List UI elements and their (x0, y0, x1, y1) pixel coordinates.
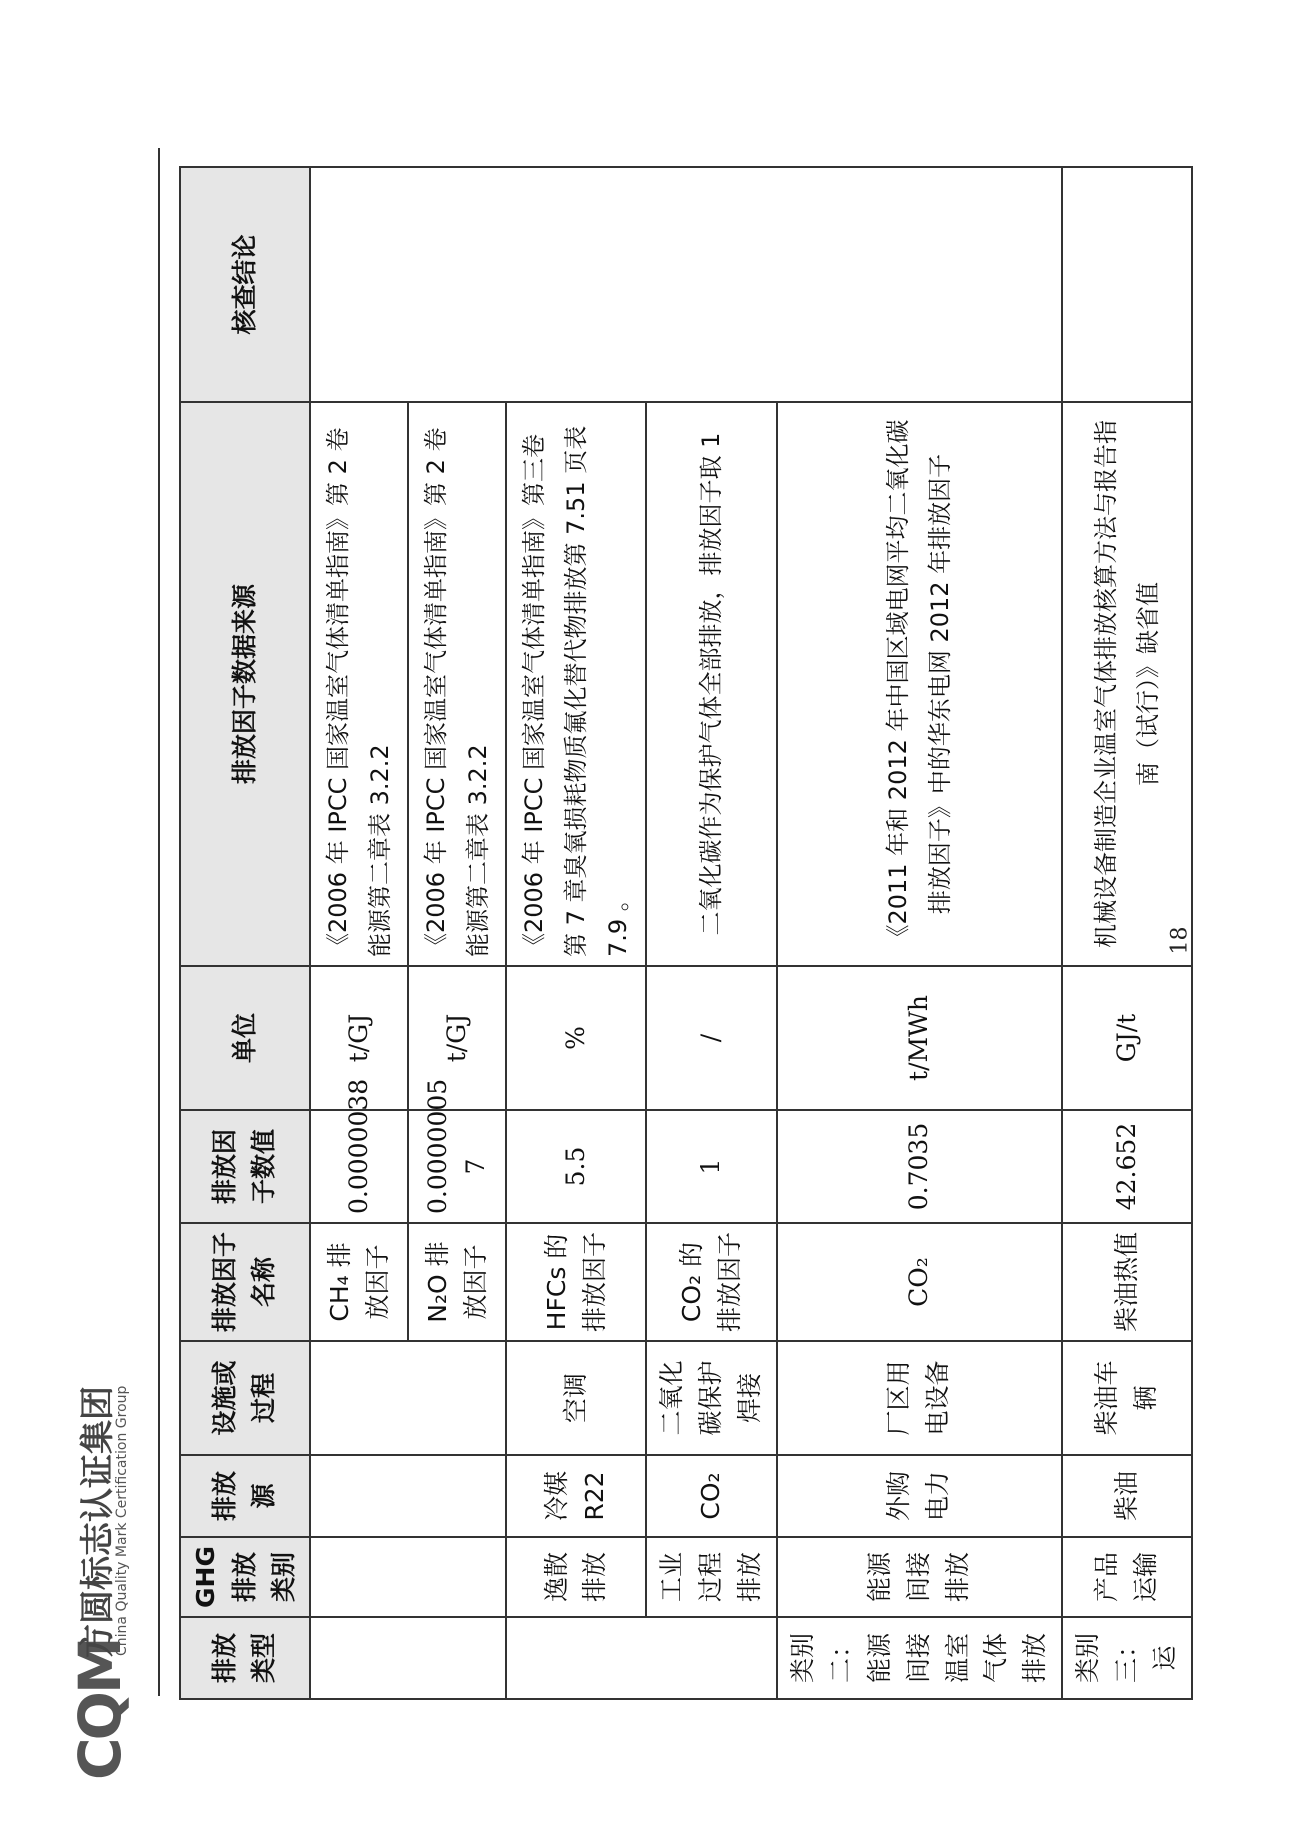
cell-factor-name: 柴油热值 (1062, 1223, 1192, 1341)
cell-source: 外购电力 (777, 1455, 1062, 1537)
logo-mark: CQM (66, 1639, 134, 1780)
cell-data-source: 《2006 年 IPCC 国家温室气体清单指南》第三卷第 7 章臭氧损耗物质氟化替代物排放第 7.51 页表 7.9 。 (506, 402, 646, 966)
page-number: 18 (1167, 926, 1193, 954)
cell-facility: 柴油车辆 (1062, 1341, 1192, 1455)
cell-facility: 二氧化碳保护焊接 (646, 1341, 776, 1455)
cell-emission-type (506, 1617, 776, 1699)
cell-facility (310, 1341, 506, 1455)
header-factor-value: 排放因子数值 (180, 1110, 310, 1223)
cell-data-source: 二氧化碳作为保护气体全部排放，排放因子取 1 (646, 402, 776, 966)
cell-facility: 厂区用电设备 (777, 1341, 1062, 1455)
cell-emission-type (310, 1617, 506, 1699)
header-rule (158, 148, 160, 1696)
cell-factor-value: 0.7035 (777, 1110, 1062, 1223)
cell-factor-name: CO₂ (777, 1223, 1062, 1341)
header-source: 排放源 (180, 1455, 310, 1537)
cell-data-source: 机械设备制造企业温室气体排放核算方法与报告指南（试行）》缺省值 (1062, 402, 1192, 966)
cell-factor-value: 42.652 (1062, 1110, 1192, 1223)
cell-unit: t/MWh (777, 966, 1062, 1110)
header-facility: 设施或过程 (180, 1341, 310, 1455)
cell-factor-value: 1 (646, 1110, 776, 1223)
table-header-row (180, 167, 310, 1699)
cell-data-source: 《2011 年和 2012 年中国区域电网平均二氧化碳排放因子》中的华东电网 2012 年排放因子 (777, 402, 1062, 966)
logo-english-name: China Quality Mark Certification Group (114, 1385, 130, 1656)
cell-factor-value: 0.0000038 (310, 1110, 408, 1223)
header-emission-type: 排放类型 (180, 1617, 310, 1699)
cell-unit: % (506, 966, 646, 1110)
cell-factor-value: 5.5 (506, 1110, 646, 1223)
cell-unit: t/GJ (408, 966, 506, 1110)
cell-emission-type: 类别三：运 (1062, 1617, 1192, 1699)
cell-ghg-category: 工业过程排放 (646, 1537, 776, 1617)
cell-conclusion (1062, 167, 1192, 402)
cell-data-source: 《2006 年 IPCC 国家温室气体清单指南》第 2 卷能源第二章表 3.2.2 (408, 402, 506, 966)
cell-conclusion (310, 167, 1062, 402)
cell-source (310, 1455, 506, 1537)
table-row (310, 167, 408, 1699)
cell-factor-value: 0.0000005 7 (408, 1110, 506, 1223)
cell-factor-name: HFCs 的排放因子 (506, 1223, 646, 1341)
header-ghg-category: GHG排放类别 (180, 1537, 310, 1617)
cell-factor-name: CO₂ 的排放因子 (646, 1223, 776, 1341)
cell-ghg-category: 逸散排放 (506, 1537, 646, 1617)
cell-source: CO₂ (646, 1455, 776, 1537)
emission-factor-table (179, 166, 1193, 1700)
company-logo (60, 1385, 150, 1780)
cell-unit: t/GJ (310, 966, 408, 1110)
cell-factor-name: CH₄ 排放因子 (310, 1223, 408, 1341)
header-factor-name: 排放因子名称 (180, 1223, 310, 1341)
header-data-source: 排放因子数据来源 (180, 402, 310, 966)
cell-data-source: 《2006 年 IPCC 国家温室气体清单指南》第 2 卷能源第二章表 3.2.2 (310, 402, 408, 966)
cell-ghg-category (310, 1537, 506, 1617)
header-unit: 单位 (180, 966, 310, 1110)
cell-ghg-category: 能源间接排放 (777, 1537, 1062, 1617)
cell-facility: 空调 (506, 1341, 646, 1455)
cell-unit: GJ/t (1062, 966, 1192, 1110)
header-conclusion: 核查结论 (180, 167, 310, 402)
cell-ghg-category: 产品运输 (1062, 1537, 1192, 1617)
logo-chinese-name: 方圆标志认证集团 (78, 1386, 118, 1658)
cell-source: 柴油 (1062, 1455, 1192, 1537)
cell-source: 冷媒 R22 (506, 1455, 646, 1537)
cell-factor-name: N₂O 排放因子 (408, 1223, 506, 1341)
cell-emission-type: 类别二：能源间接温室气体排放 (777, 1617, 1062, 1699)
cell-unit: / (646, 966, 776, 1110)
